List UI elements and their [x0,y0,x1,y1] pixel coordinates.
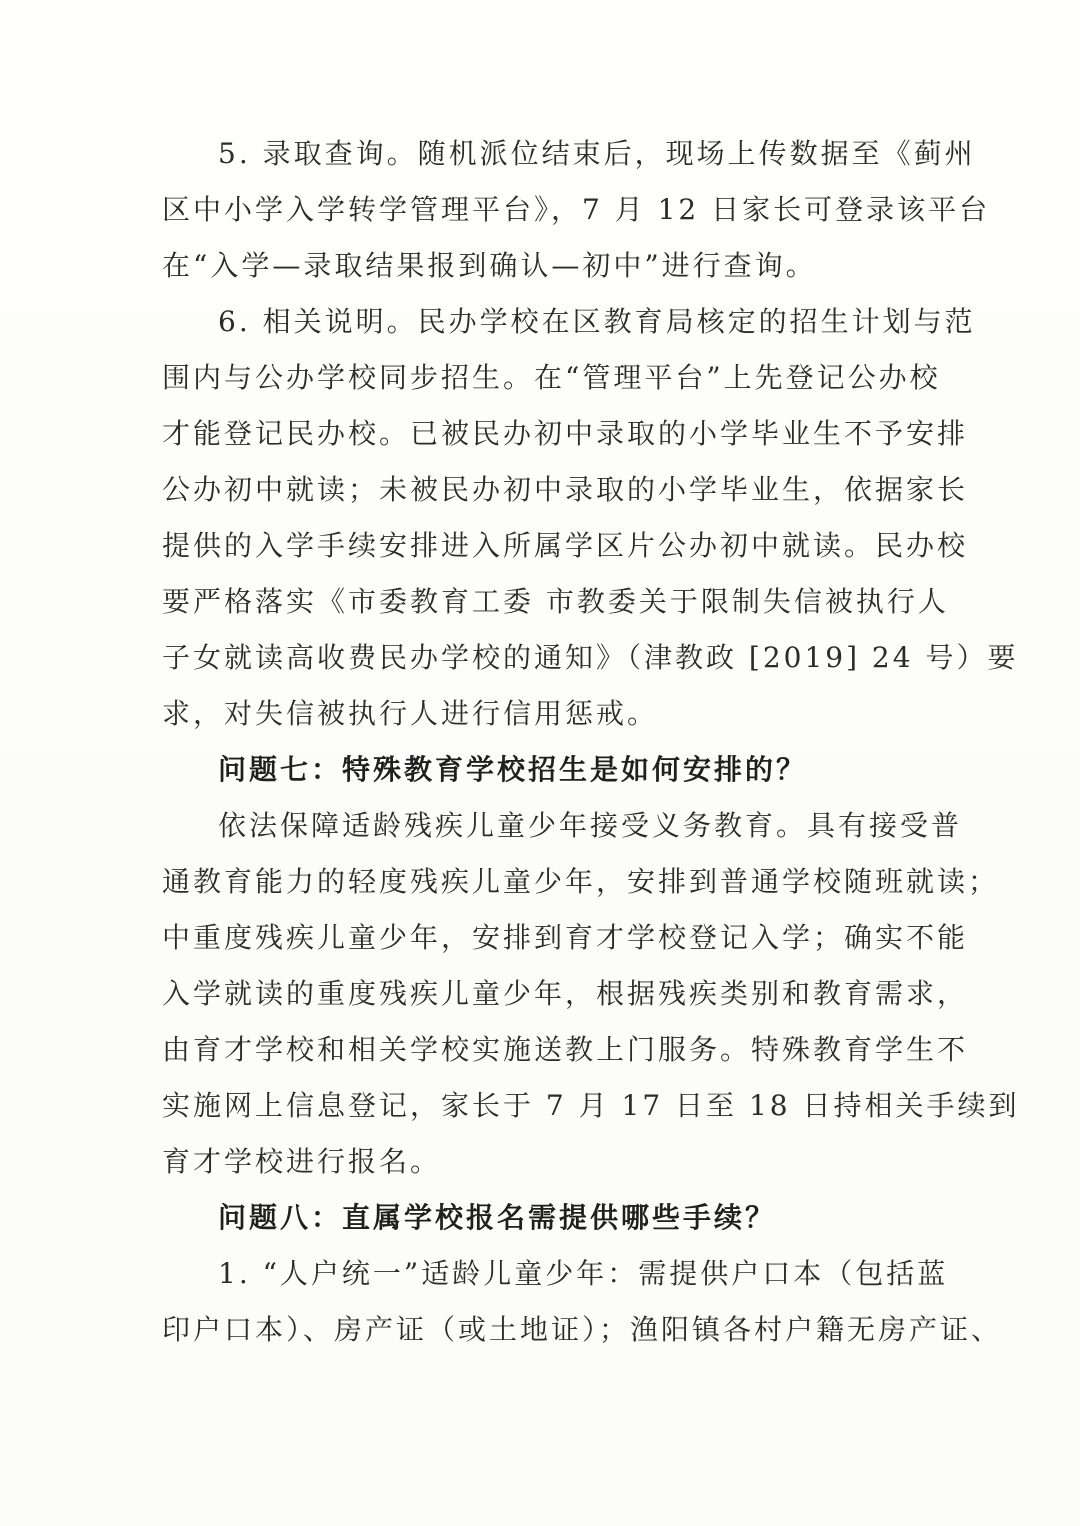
answer-8-line-2: 印户口本）、房产证（或土地证）；渔阳镇各村户籍无房产证、 [162,1313,1003,1346]
paragraph-6-line-8: 求，对失信被执行人进行信用惩戒。 [162,697,659,730]
paragraph-6-line-5: 提供的入学手续安排进入所属学区片公办初中就读。民办校 [162,529,969,562]
paragraph-6-line-4: 公办初中就读；未被民办初中录取的小学毕业生，依据家长 [162,473,969,506]
answer-7-line-3: 中重度残疾儿童少年，安排到育才学校登记入学；确实不能 [162,921,969,954]
paragraph-6-line-2: 围内与公办学校同步招生。在“管理平台”上先登记公办校 [162,361,941,394]
answer-7-line-2: 通教育能力的轻度残疾儿童少年，安排到普通学校随班就读； [162,865,1000,898]
answer-7-line-4: 入学就读的重度残疾儿童少年，根据残疾类别和教育需求， [162,977,969,1010]
question-7-heading: 问题七：特殊教育学校招生是如何安排的？ [218,753,808,786]
document-body [162,126,1020,1358]
answer-7-line-7: 育才学校进行报名。 [162,1145,442,1178]
answer-8-line-1: 1. “人户统一”适龄儿童少年：需提供户口本（包括蓝 [218,1257,949,1290]
paragraph-5-line-1: 5. 录取查询。随机派位结束后，现场上传数据至《蓟州 [218,137,976,170]
answer-7-line-6: 实施网上信息登记，家长于 7 月 17 日至 18 日持相关手续到 [162,1089,1020,1122]
paragraph-6-line-3: 才能登记民办校。已被民办初中录取的小学毕业生不予安排 [162,417,969,450]
answer-7-line-1: 依法保障适龄残疾儿童少年接受义务教育。具有接受普 [218,809,963,842]
answer-7-line-5: 由育才学校和相关学校实施送教上门服务。特殊教育学生不 [162,1033,969,1066]
paragraph-6-line-1: 6. 相关说明。民办学校在区教育局核定的招生计划与范 [218,305,976,338]
question-8-heading: 问题八：直属学校报名需提供哪些手续？ [218,1201,777,1234]
paragraph-6-line-6: 要严格落实《市委教育工委 市教委关于限制失信被执行人 [162,585,949,618]
paragraph-5-line-2: 区中小学入学转学管理平台》，7 月 12 日家长可登录该平台 [162,193,991,226]
paragraph-6-line-7: 子女就读高收费民办学校的通知》（津教政 [2019] 24 号）要 [162,641,1019,674]
paragraph-5-line-3: 在“入学—录取结果报到确认—初中”进行查询。 [162,249,817,282]
